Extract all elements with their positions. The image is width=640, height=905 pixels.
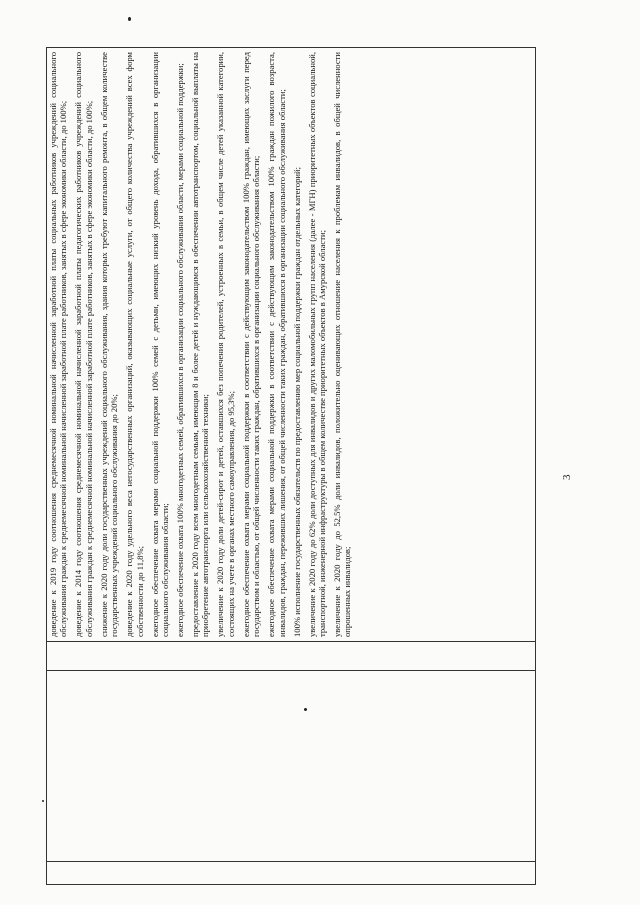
table-cell-empty (47, 862, 536, 885)
goal-item: ежегодное обеспечение охвата мерами социальной поддержки 100% семей с детьми, имеющих низкий уровень дохода, обратившихся в организации социального обслуживания области; (149, 52, 171, 637)
goal-item: ежегодное обеспечение охвата мерами социальной поддержки в соответствии с действующим законодательством 100% граждан пожилого возраста, инвалидов, граждан, переживших лишения, от общей численности таких граждан, обратившихся в организации социального обслуживания области; (266, 52, 287, 637)
goal-item: доведение к 2019 году соотношения среднемесячной номинальной начисленной заработной платы социальных работников учреждений социального обслуживания граждан к среднемесячной номинальной начисленной заработной плате работников, занятых в сфере экономики области, до 100%; (48, 52, 69, 637)
goal-item: доведение к 2020 году удельного веса негосударственных организаций, оказывающих социальные услуги, от общего количества учреждений всех форм собственности до 11,8%; (124, 52, 145, 637)
scan-speck (42, 800, 44, 802)
goal-item: ежегодное обеспечение охвата мерами социальной поддержки в соответствии с действующим законодательством 100% граждан, имеющих заслуги перед государством и областью, от общей численности таких граждан, обратившихся в организации социального обслуживания области; (240, 52, 262, 637)
goal-item: снижение к 2020 году доли государственных учреждений социального обслуживания, здания которых требуют капитального ремонта, в общем количестве государственных учреждений социального обслуживания до 20%; (98, 52, 120, 637)
goal-item: 100% исполнение государственных обязательств по предоставлению мер социальной поддержки граждан отдельных категорий; (291, 167, 302, 637)
goal-item: увеличение к 2020 году доли детей-сирот и детей, оставшихся без попечения родителей, устроенных в семьи, в общем числе детей указанной категории, состоящих на учете в органах местного самоуправления, до 95,3%; (215, 52, 236, 637)
table-cell-goals (47, 48, 536, 642)
goal-item: доведение к 2014 году соотношения среднемесячной номинальной начисленной заработной платы педагогических работников учреждений социального обслуживания граждан к среднемесячной номинальной начисленной заработной плате работников, занятых в сфере экономики области, до 100%; (73, 52, 94, 637)
table-cell-empty (47, 642, 536, 671)
goals-table (46, 47, 536, 885)
scan-speck (304, 708, 307, 711)
goal-item: увеличение к 2020 году до 62% доли доступных для инвалидов и других маломобильных групп населения (далее - МГН) приоритетных объектов социальной, транспортной, инженерной инфраструктуры в общем количестве приоритетных объектов в Амурской области; (306, 52, 328, 637)
table-cell-empty (47, 671, 536, 862)
goal-item: увеличение к 2020 году до 52,5% доли инвалидов, положительно оценивающих отношение населения к проблемам инвалидов, в общей численности опрошенных инвалидов; (332, 52, 353, 637)
goal-item: ежегодное обеспечение охвата 100% многодетных семей, обратившихся в организации социального обслуживания области, мерами социальной поддержки; (175, 63, 186, 637)
rotated-page-content (46, 52, 576, 885)
page-number: 3 (561, 474, 573, 480)
table-row (47, 48, 536, 885)
scan-speck (128, 17, 131, 21)
goal-item: предоставление к 2020 году всем многодетным семьям, имеющим 8 и более детей и нуждающимся в обеспечении автотранспортом, социальной выплаты на приобретение автотранспорта или сельскохозяйственной техники; (190, 52, 211, 637)
